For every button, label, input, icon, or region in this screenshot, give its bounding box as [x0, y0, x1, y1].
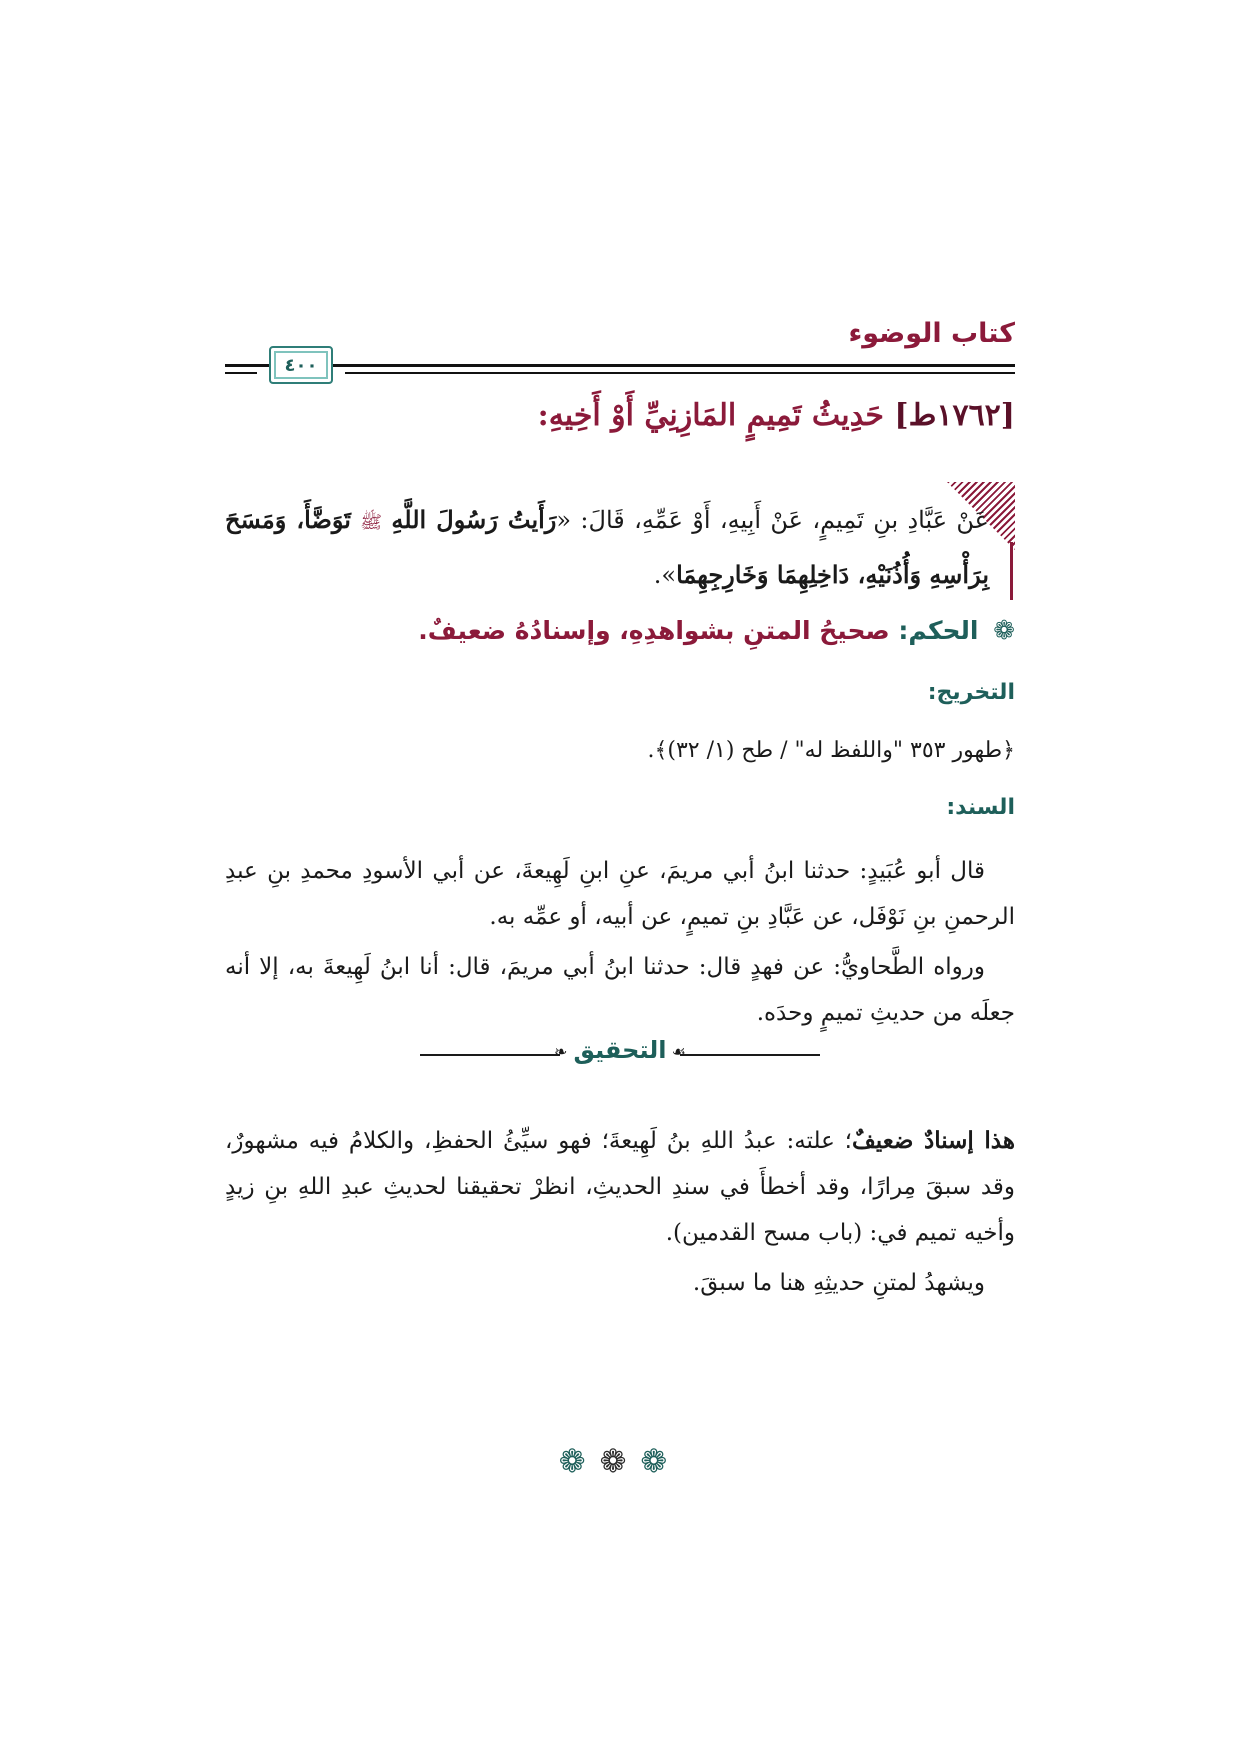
- matn-intro: عَنْ عَبَّادِ بنِ تَمِيمٍ، عَنْ أَبِيهِ، أَوْ عَمِّهِ، قَالَ: «: [556, 506, 989, 534]
- tahqiq-paragraph-2: ويشهدُ لمتنِ حديثِهِ هنا ما سبقَ.: [692, 1270, 985, 1296]
- sanad-paragraph-2: ورواه الطَّحاويُّ: عن فهدٍ قال: حدثنا ابنُ أبي مريمَ، قال: أنا ابنُ لَهِيعةَ به، إلا أنه جعلَه من حديثِ تميمٍ وحدَه.: [225, 954, 1015, 1026]
- page-number: ٤٠٠: [284, 354, 318, 376]
- tahqiq-label: التحقيق: [573, 1036, 667, 1064]
- tahqiq-body: ؛ علته: عبدُ اللهِ بنُ لَهِيعةَ؛ فهو سيِّئُ الحفظِ، والكلامُ فيه مشهورٌ، وقد سبقَ مِرارًا، وقد أخطأَ في سندِ الحديثِ، انظرْ تحقيقنا لحديثِ عبدِ اللهِ بنِ زيدٍ وأخيه تميم في: (باب مسح القدمين).: [225, 1128, 1015, 1246]
- matn-box: [225, 482, 1015, 602]
- hadith-title: حَدِيثُ تَمِيمٍ المَازِنِيِّ أَوْ أَخِيهِ:: [537, 398, 884, 433]
- salutation-glyph: ﷺ: [360, 512, 383, 533]
- book-title: كتاب الوضوء: [848, 318, 1015, 349]
- flower-ornament-icon: ❁: [993, 616, 1015, 646]
- flower-ornament-icon: ❁: [558, 1442, 600, 1480]
- hadith-heading: [225, 398, 1015, 433]
- sanad-label: السند:: [946, 795, 1015, 820]
- footer-ornament: [0, 1442, 1240, 1480]
- matn-bold: رَأَيتُ رَسُولَ اللَّهِ: [391, 505, 557, 534]
- hukm-line: [225, 616, 1015, 646]
- hadith-number: [١٧٦٢ط]: [894, 398, 1015, 433]
- page-header: [225, 318, 1015, 378]
- flower-ornament-icon: ❁: [599, 1442, 641, 1480]
- tahqiq-divider: [420, 1034, 820, 1074]
- header-rule-top: [225, 364, 1015, 367]
- matn-bold-2: تَوَضَّأَ، وَمَسَحَ بِرَأْسِهِ وَأُذُنَيْهِ، دَاخِلِهِمَا وَخَارِجِهِمَا: [225, 505, 989, 589]
- flower-ornament-icon: ❁: [640, 1442, 682, 1480]
- corner-rule: [1010, 542, 1013, 600]
- divider-ornament-left-icon: ❧: [554, 1042, 568, 1061]
- page-number-badge: [269, 346, 333, 384]
- tahqiq-lead: هذا إسنادٌ ضعيفٌ: [852, 1127, 1015, 1154]
- matn-end: ».: [653, 561, 677, 589]
- sanad-paragraph-1: قال أبو عُبَيدٍ: حدثنا ابنُ أبي مريمَ، عنِ ابنِ لَهِيعةَ، عن أبي الأسودِ محمدِ بنِ عبدِ الرحمنِ بنِ نَوْفَل، عن عَبَّادِ بنِ تميمٍ، عن أبيه، أو عمِّه به.: [225, 858, 1015, 930]
- hadith-matn: [225, 494, 989, 601]
- hukm-value: صحيحُ المتنِ بشواهدِهِ، وإسنادُهُ ضعيفٌ.: [418, 616, 890, 645]
- hukm-label: الحكم:: [898, 616, 979, 645]
- divider-ornament-right-icon: ☙: [671, 1042, 686, 1061]
- tahqiq-paragraph-1: [225, 1118, 1015, 1256]
- takhrij-text: ﴿طهور ٣٥٣ "واللفظ له" / طح (١/ ٣٢)﴾.: [647, 738, 1015, 763]
- takhrij-label: التخريج:: [927, 680, 1015, 705]
